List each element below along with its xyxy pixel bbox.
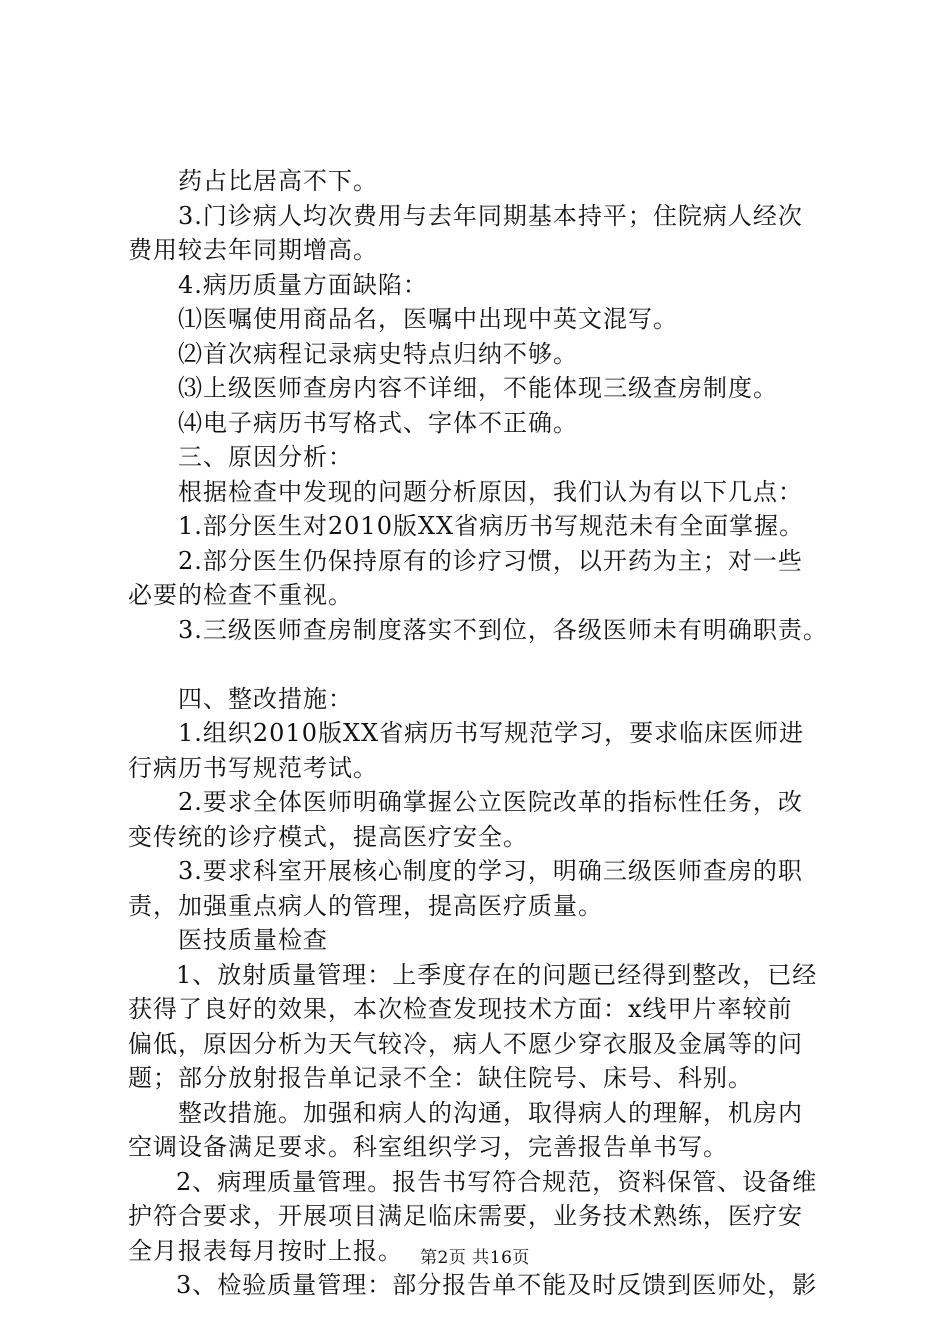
text-line: 1、放射质量管理：上季度存在的问题已经得到整改，已经	[176, 960, 818, 989]
text-line: ⑵首次病程记录病史特点归纳不够。	[178, 339, 578, 368]
text-line: 4.病历质量方面缺陷：	[178, 270, 428, 299]
text-line: 1.部分医生对2010版XX省病历书写规范未有全面掌握。	[178, 512, 805, 540]
document-body	[128, 164, 828, 1303]
section-heading: 三、原因分析：	[178, 443, 353, 471]
text-line: 2.部分医生仍保持原有的诊疗习惯，以开药为主；对一些	[178, 546, 803, 575]
text-line: 2、病理质量管理。报告书写符合规范，资料保管、设备维	[176, 1167, 818, 1196]
text-line: 护符合要求，开展项目满足临床需要，业务技术熟练，医疗安	[128, 1202, 803, 1230]
section-heading: 四、整改措施：	[178, 684, 353, 713]
text-line: 必要的检查不重视。	[128, 581, 353, 609]
text-line: 3.门诊病人均次费用与去年同期基本持平；住院病人经次	[178, 201, 803, 230]
text-line: 整改措施。加强和病人的沟通，取得病人的理解，机房内	[178, 1098, 803, 1127]
text-line: 2.要求全体医师明确掌握公立医院改革的指标性任务，改	[178, 788, 803, 816]
text-line: 变传统的诊疗模式，提高医疗安全。	[128, 822, 528, 851]
text-line: 题；部分放射报告单记录不全：缺住院号、床号、科别。	[128, 1064, 753, 1092]
text-line: 根据检查中发现的问题分析原因，我们认为有以下几点：	[178, 477, 803, 506]
text-line: 费用较去年同期增高。	[128, 236, 378, 264]
text-line: 责，加强重点病人的管理，提高医疗质量。	[128, 891, 603, 920]
text-line: 行病历书写规范考试。	[128, 753, 378, 782]
text-line: 1.组织2010版XX省病历书写规范学习，要求临床医师进	[178, 719, 805, 747]
page-footer: 第2页 共16页	[420, 1248, 530, 1268]
section-heading: 医技质量检查	[178, 926, 328, 954]
text-line: 获得了良好的效果，本次检查发现技术方面：x线甲片率较前	[128, 995, 793, 1023]
text-line: ⑷电子病历书写格式、字体不正确。	[178, 408, 578, 437]
text-line: 药占比居高不下。	[178, 167, 378, 195]
text-line: 3.要求科室开展核心制度的学习，明确三级医师查房的职	[178, 857, 803, 885]
text-line: 空调设备满足要求。科室组织学习，完善报告单书写。	[128, 1133, 728, 1161]
paragraph-gap	[128, 647, 828, 682]
text-line: 全月报表每月按时上报。	[128, 1236, 403, 1265]
text-line: 偏低，原因分析为天气较冷，病人不愿少穿衣服及金属等的问	[128, 1029, 803, 1058]
text-line: 3、检验质量管理：部分报告单不能及时反馈到医师处，影	[176, 1271, 818, 1299]
text-line: ⑴医嘱使用商品名，医嘱中出现中英文混写。	[178, 305, 678, 333]
text-line: 3.三级医师查房制度落实不到位，各级医师未有明确职责。	[178, 615, 828, 644]
text-line: ⑶上级医师查房内容不详细，不能体现三级查房制度。	[178, 374, 778, 402]
